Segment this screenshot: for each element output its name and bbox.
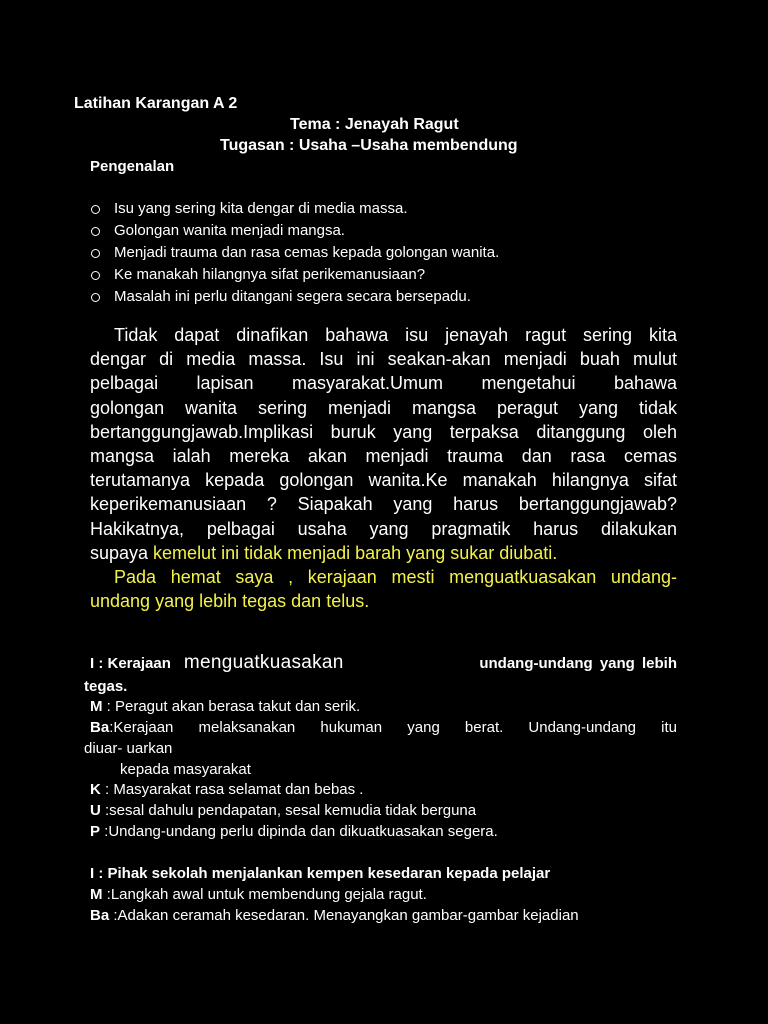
opinion-line: undang yang lebih tegas dan telus.	[90, 591, 370, 612]
paragraph-line: terutamanya kepada golongan wanita.Ke manakah hilangnya sifat	[90, 470, 677, 491]
paragraph-line: mangsa ialah mereka akan menjadi trauma dan rasa cemas	[90, 446, 677, 467]
circle-bullet-icon	[91, 249, 100, 258]
intro-paragraph	[90, 323, 677, 613]
section1-ba-line: Ba :Kerajaan melaksanakan hukuman yang berat. Undang-undang itu	[90, 719, 677, 736]
circle-bullet-icon	[91, 227, 100, 236]
paragraph-line: dengar di media massa. Isu ini seakan-akan menjadi buah mulut	[90, 349, 677, 370]
section1-ba-cont2: kepada masyarakat	[120, 761, 251, 778]
circle-bullet-icon	[91, 205, 100, 214]
list-item: Masalah ini perlu ditangani segera secara bersepadu.	[90, 286, 499, 308]
section2-heading: I : Pihak sekolah menjalankan kempen kesedaran kepada pelajar	[90, 865, 551, 882]
paragraph-line: golongan wanita sering menjadi mangsa peragut yang tidak	[90, 397, 677, 418]
list-item: Isu yang sering kita dengar di media massa.	[90, 198, 499, 220]
section1-heading-cont: tegas.	[84, 678, 128, 695]
task-line: Tugasan : Usaha –Usaha membendung	[220, 137, 518, 154]
list-item: Menjadi trauma dan rasa cemas kepada golongan wanita.	[90, 242, 499, 264]
section2-m-line: M :Langkah awal untuk membendung gejala ragut.	[90, 886, 427, 903]
paragraph-line: Tidak dapat dinafikan bahawa isu jenayah ragut sering kita	[114, 325, 677, 345]
circle-bullet-icon	[91, 271, 100, 280]
section-heading-pengenalan: Pengenalan	[90, 158, 175, 175]
section1-p-line: P :Undang-undang perlu dipinda dan dikuatkuasakan segera.	[90, 823, 498, 840]
section1-ba-cont: diuar- uarkan	[84, 740, 173, 757]
section1-m-line: M : Peragut akan berasa takut dan serik.	[90, 698, 361, 715]
theme-line: Tema : Jenayah Ragut	[290, 116, 459, 133]
list-item: Golongan wanita menjadi mangsa.	[90, 220, 499, 242]
paragraph-line: supaya kemelut ini tidak menjadi barah yang sukar diubati.	[90, 542, 558, 563]
section1-u-line: U :sesal dahulu pendapatan, sesal kemudia tidak berguna	[90, 802, 477, 819]
section1-keyword: menguatkuasakan	[183, 652, 344, 673]
document-title: Latihan Karangan A 2	[74, 95, 238, 112]
paragraph-line: bertanggungjawab.Implikasi buruk yang terpaksa ditanggung oleh	[90, 421, 677, 442]
list-item: Ke manakah hilangnya sifat perikemanusiaan?	[90, 264, 499, 286]
opinion-line: Pada hemat saya , kerajaan mesti menguatkuasakan undang-	[114, 567, 677, 588]
paragraph-line: pelbagai lapisan masyarakat.Umum mengetahui bahawa	[90, 373, 677, 394]
paragraph-line: keperikemanusiaan ? Siapakah yang harus bertanggungjawab?	[90, 494, 677, 515]
section1-k-line: K : Masyarakat rasa selamat dan bebas .	[90, 781, 364, 798]
circle-bullet-icon	[91, 293, 100, 302]
highlighted-text: kemelut ini tidak menjadi barah yang sukar diubati.	[153, 542, 558, 563]
section1-heading: I : Kerajaan menguatkuasakan undang-undang yang lebih	[90, 652, 677, 673]
paragraph-line: Hakikatnya, pelbagai usaha yang pragmatik harus dilakukan	[90, 518, 677, 539]
intro-bullet-list	[90, 198, 499, 308]
section2-ba-line: Ba :Adakan ceramah kesedaran. Menayangkan gambar-gambar kejadian	[90, 907, 579, 924]
